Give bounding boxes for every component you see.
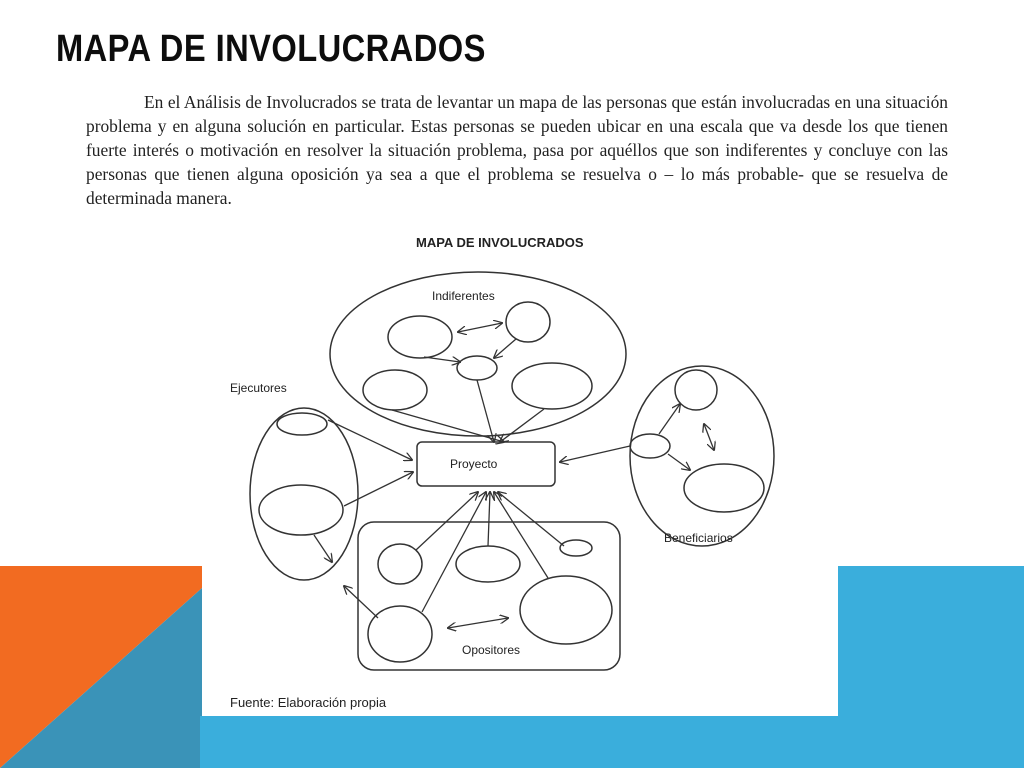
opositores-label: Opositores [462,643,521,657]
stakeholder-map-diagram [202,224,838,716]
ejecutores-member-1 [277,413,327,435]
beneficiarios-member-3 [684,464,764,512]
indiferentes-member-1 [388,316,452,358]
slide-title: MAPA DE INVOLUCRADOS [56,28,486,70]
indiferentes-arrow-1 [458,323,502,332]
indiferentes-arrow-2 [424,357,460,362]
indiferentes-member-2 [506,302,550,342]
beneficiarios-arrow-2 [704,424,714,450]
beneficiarios-group-ellipse [630,366,774,546]
project-label: Proyecto [450,457,498,471]
opositores-member-1 [378,544,422,584]
opositores-to-project-arrow-5 [422,492,486,612]
indiferentes-member-5 [512,363,592,409]
beneficiarios-member-2 [630,434,670,458]
stakeholder-map-figure [202,224,838,716]
beneficiarios-arrow-1 [659,404,680,434]
beneficiarios-to-project-arrow [560,446,630,462]
indiferentes-member-3 [457,356,497,380]
beneficiarios-label: Beneficiarios [664,531,733,545]
beneficiarios-arrow-3 [668,454,690,470]
opositores-to-outside-arrow [344,586,378,618]
ejecutores-label: Ejecutores [230,381,287,395]
intro-paragraph: En el Análisis de Involucrados se trata de levantar un mapa de las personas que están involucradas en una situación problema y en alguna solución en particular. Estas personas se pueden ubicar en una escala que va desde los que tienen fuerte interés o motivación en resolver la situación problema, pasa por aquéllos que son indiferentes y concluye con las personas que tienen alguna oposición ya sea a que el problema se resuelva o – lo más probable- que se resuelva de determinada manera. [86,92,948,208]
opositores-to-project-arrow-1 [416,492,478,550]
ejecutores-to-project-arrow-1 [328,420,412,460]
opositores-internal-arrow [448,618,508,628]
indiferentes-arrow-3 [494,339,516,358]
opositores-member-2 [456,546,520,582]
opositores-to-project-arrow-2 [488,492,490,546]
ejecutores-to-opositores-arrow [314,535,332,562]
indiferentes-to-project-arrow-2 [477,380,494,442]
opositores-member-4 [520,576,612,644]
ejecutores-group-ellipse [250,408,358,580]
indiferentes-label: Indiferentes [432,289,495,303]
indiferentes-member-4 [363,370,427,410]
diagram-title: MAPA DE INVOLUCRADOS [416,235,584,250]
figure-source: Fuente: Elaboración propia [230,695,387,710]
ejecutores-member-2 [259,485,343,535]
indiferentes-to-project-arrow-3 [500,409,544,442]
ejecutores-to-project-arrow-2 [344,472,413,506]
opositores-member-5 [368,606,432,662]
opositores-member-3 [560,540,592,556]
opositores-to-project-arrow-4 [494,492,548,578]
opositores-to-project-arrow-3 [498,492,564,546]
beneficiarios-member-1 [675,370,717,410]
